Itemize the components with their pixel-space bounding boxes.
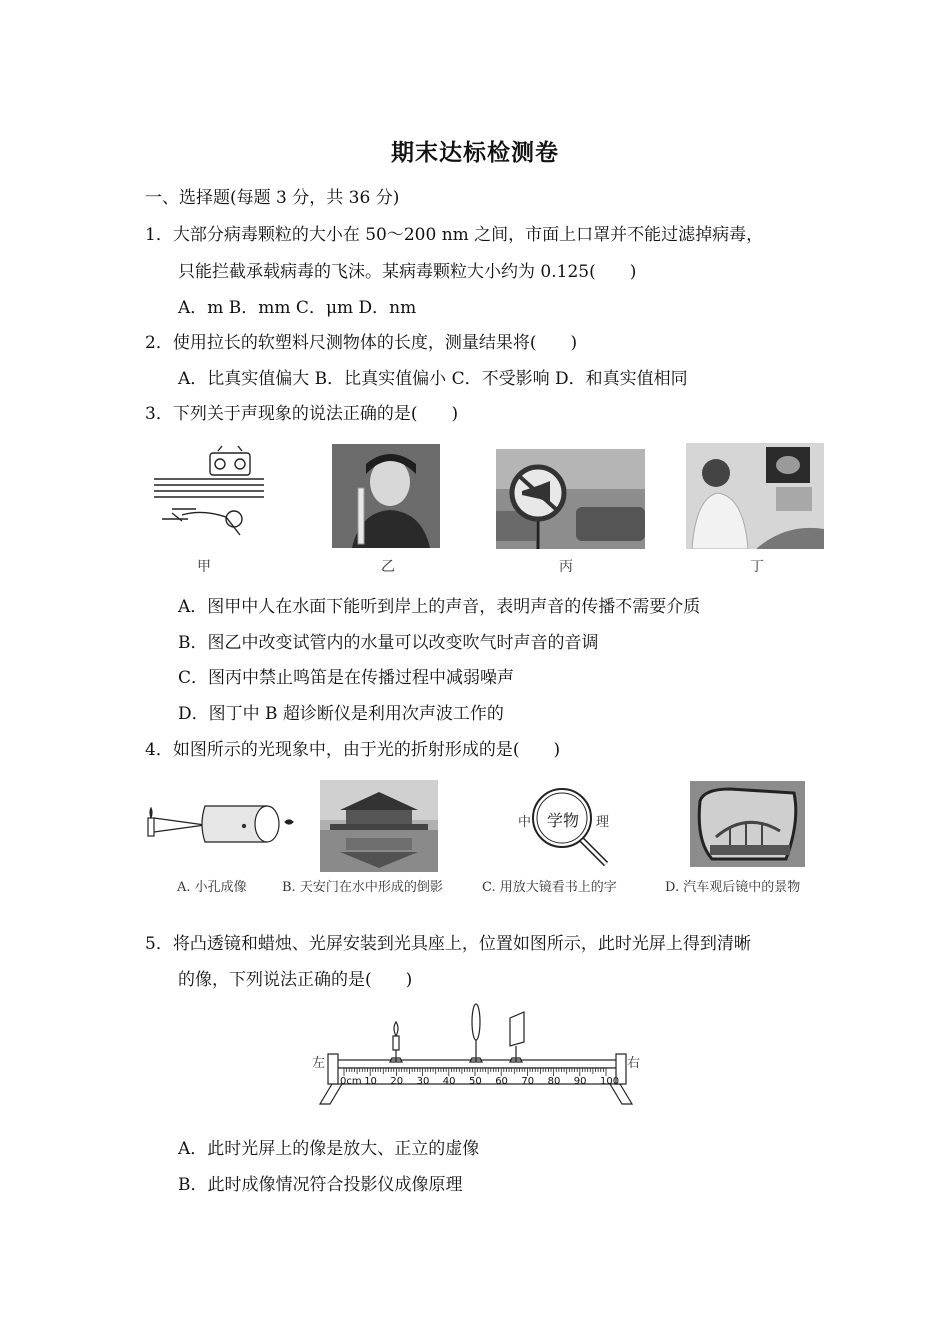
q1-stem-line2: 只能拦截承载病毒的飞沫。某病毒颗粒大小约为 0.125( ): [178, 262, 637, 282]
q1-stem-line1: 1．大部分病毒颗粒的大小在 50～200 nm 之间，市面上口罩并不能过滤掉病毒，: [145, 225, 764, 245]
eye-icon: [285, 820, 293, 824]
q4-caption-a: A. 小孔成像: [177, 880, 247, 895]
q3-caption-bing: 丙: [559, 559, 573, 575]
q1-options: A．m B．mm C．μm D．nm: [178, 298, 417, 318]
q5-stem-line2: 的像，下列说法正确的是( ): [178, 970, 413, 990]
q2-stem: 2．使用拉长的软塑料尺测物体的长度，测量结果将( ): [145, 333, 578, 353]
bench-left-label: 左: [312, 1056, 326, 1071]
q3-figure-yi: [332, 444, 440, 548]
scale-label: 80: [547, 1076, 561, 1087]
radio-icon: [210, 453, 250, 475]
q5-option-b: B．此时成像情况符合投影仪成像原理: [178, 1175, 463, 1195]
test-tube-icon: [358, 488, 364, 544]
lens-icon: [472, 1004, 480, 1040]
candle-icon: [148, 818, 154, 836]
q2-options: A．比真实值偏大 B．比真实值偏小 C．不受影响 D．和真实值相同: [178, 369, 688, 389]
section-heading: 一、选择题(每题 3 分，共 36 分): [145, 188, 400, 208]
q3-figure-bing: [496, 449, 645, 549]
bench-right-label: 右: [627, 1056, 641, 1071]
scale-label: 40: [442, 1076, 456, 1087]
q3-figure-jia: [152, 443, 270, 553]
scale-label: 70: [521, 1076, 535, 1087]
scale-label: 10: [364, 1076, 377, 1087]
magnifier-text-left: 中: [518, 815, 532, 830]
q4-caption-d: D. 汽车观后镜中的景物: [665, 880, 801, 895]
q4-caption-c: C. 用放大镜看书上的字: [482, 880, 617, 895]
q3-option-a: A．图甲中人在水面下能听到岸上的声音，表明声音的传播不需要介质: [178, 597, 701, 617]
scale-label: 50: [469, 1076, 482, 1087]
scale-label: 60: [495, 1076, 508, 1087]
scale-label: 20: [390, 1076, 404, 1087]
q3-figure-ding: [686, 443, 824, 549]
q4-figure-a: [145, 792, 300, 856]
q5-stem-line1: 5．将凸透镜和蜡烛、光屏安装到光具座上，位置如图所示，此时光屏上得到清晰: [145, 934, 751, 954]
scale-label: 90: [573, 1076, 587, 1087]
q3-caption-yi: 乙: [381, 559, 395, 575]
q3-caption-jia: 甲: [197, 559, 211, 575]
q4-stem: 4．如图所示的光现象中，由于光的折射形成的是( ): [145, 740, 561, 760]
q4-figure-d: [690, 781, 805, 867]
scale-label: 30: [416, 1076, 430, 1087]
q4-caption-b: B. 天安门在水中形成的倒影: [282, 880, 443, 895]
q3-stem: 3．下列关于声现象的说法正确的是( ): [145, 404, 459, 424]
q3-option-d: D．图丁中 B 超诊断仪是利用次声波工作的: [178, 704, 504, 724]
q3-option-c: C．图丙中禁止鸣笛是在传播过程中减弱噪声: [178, 668, 515, 688]
magnifier-text-right: 理: [596, 815, 610, 830]
q5-option-a: A．此时光屏上的像是放大、正立的虚像: [178, 1139, 480, 1159]
q4-figure-b: [320, 780, 438, 872]
q3-caption-ding: 丁: [750, 559, 764, 575]
scale-label: 100: [600, 1076, 620, 1087]
q3-option-b: B．图乙中改变试管内的水量可以改变吹气时声音的音调: [178, 633, 599, 653]
magnifier-text-center: 学物: [547, 811, 580, 830]
q5-optical-bench: [310, 1000, 640, 1108]
page-title: 期末达标检测卷: [391, 139, 559, 166]
candle-icon: [393, 1036, 399, 1050]
scale-label: 0cm: [340, 1076, 362, 1087]
screen-icon: [510, 1012, 524, 1046]
